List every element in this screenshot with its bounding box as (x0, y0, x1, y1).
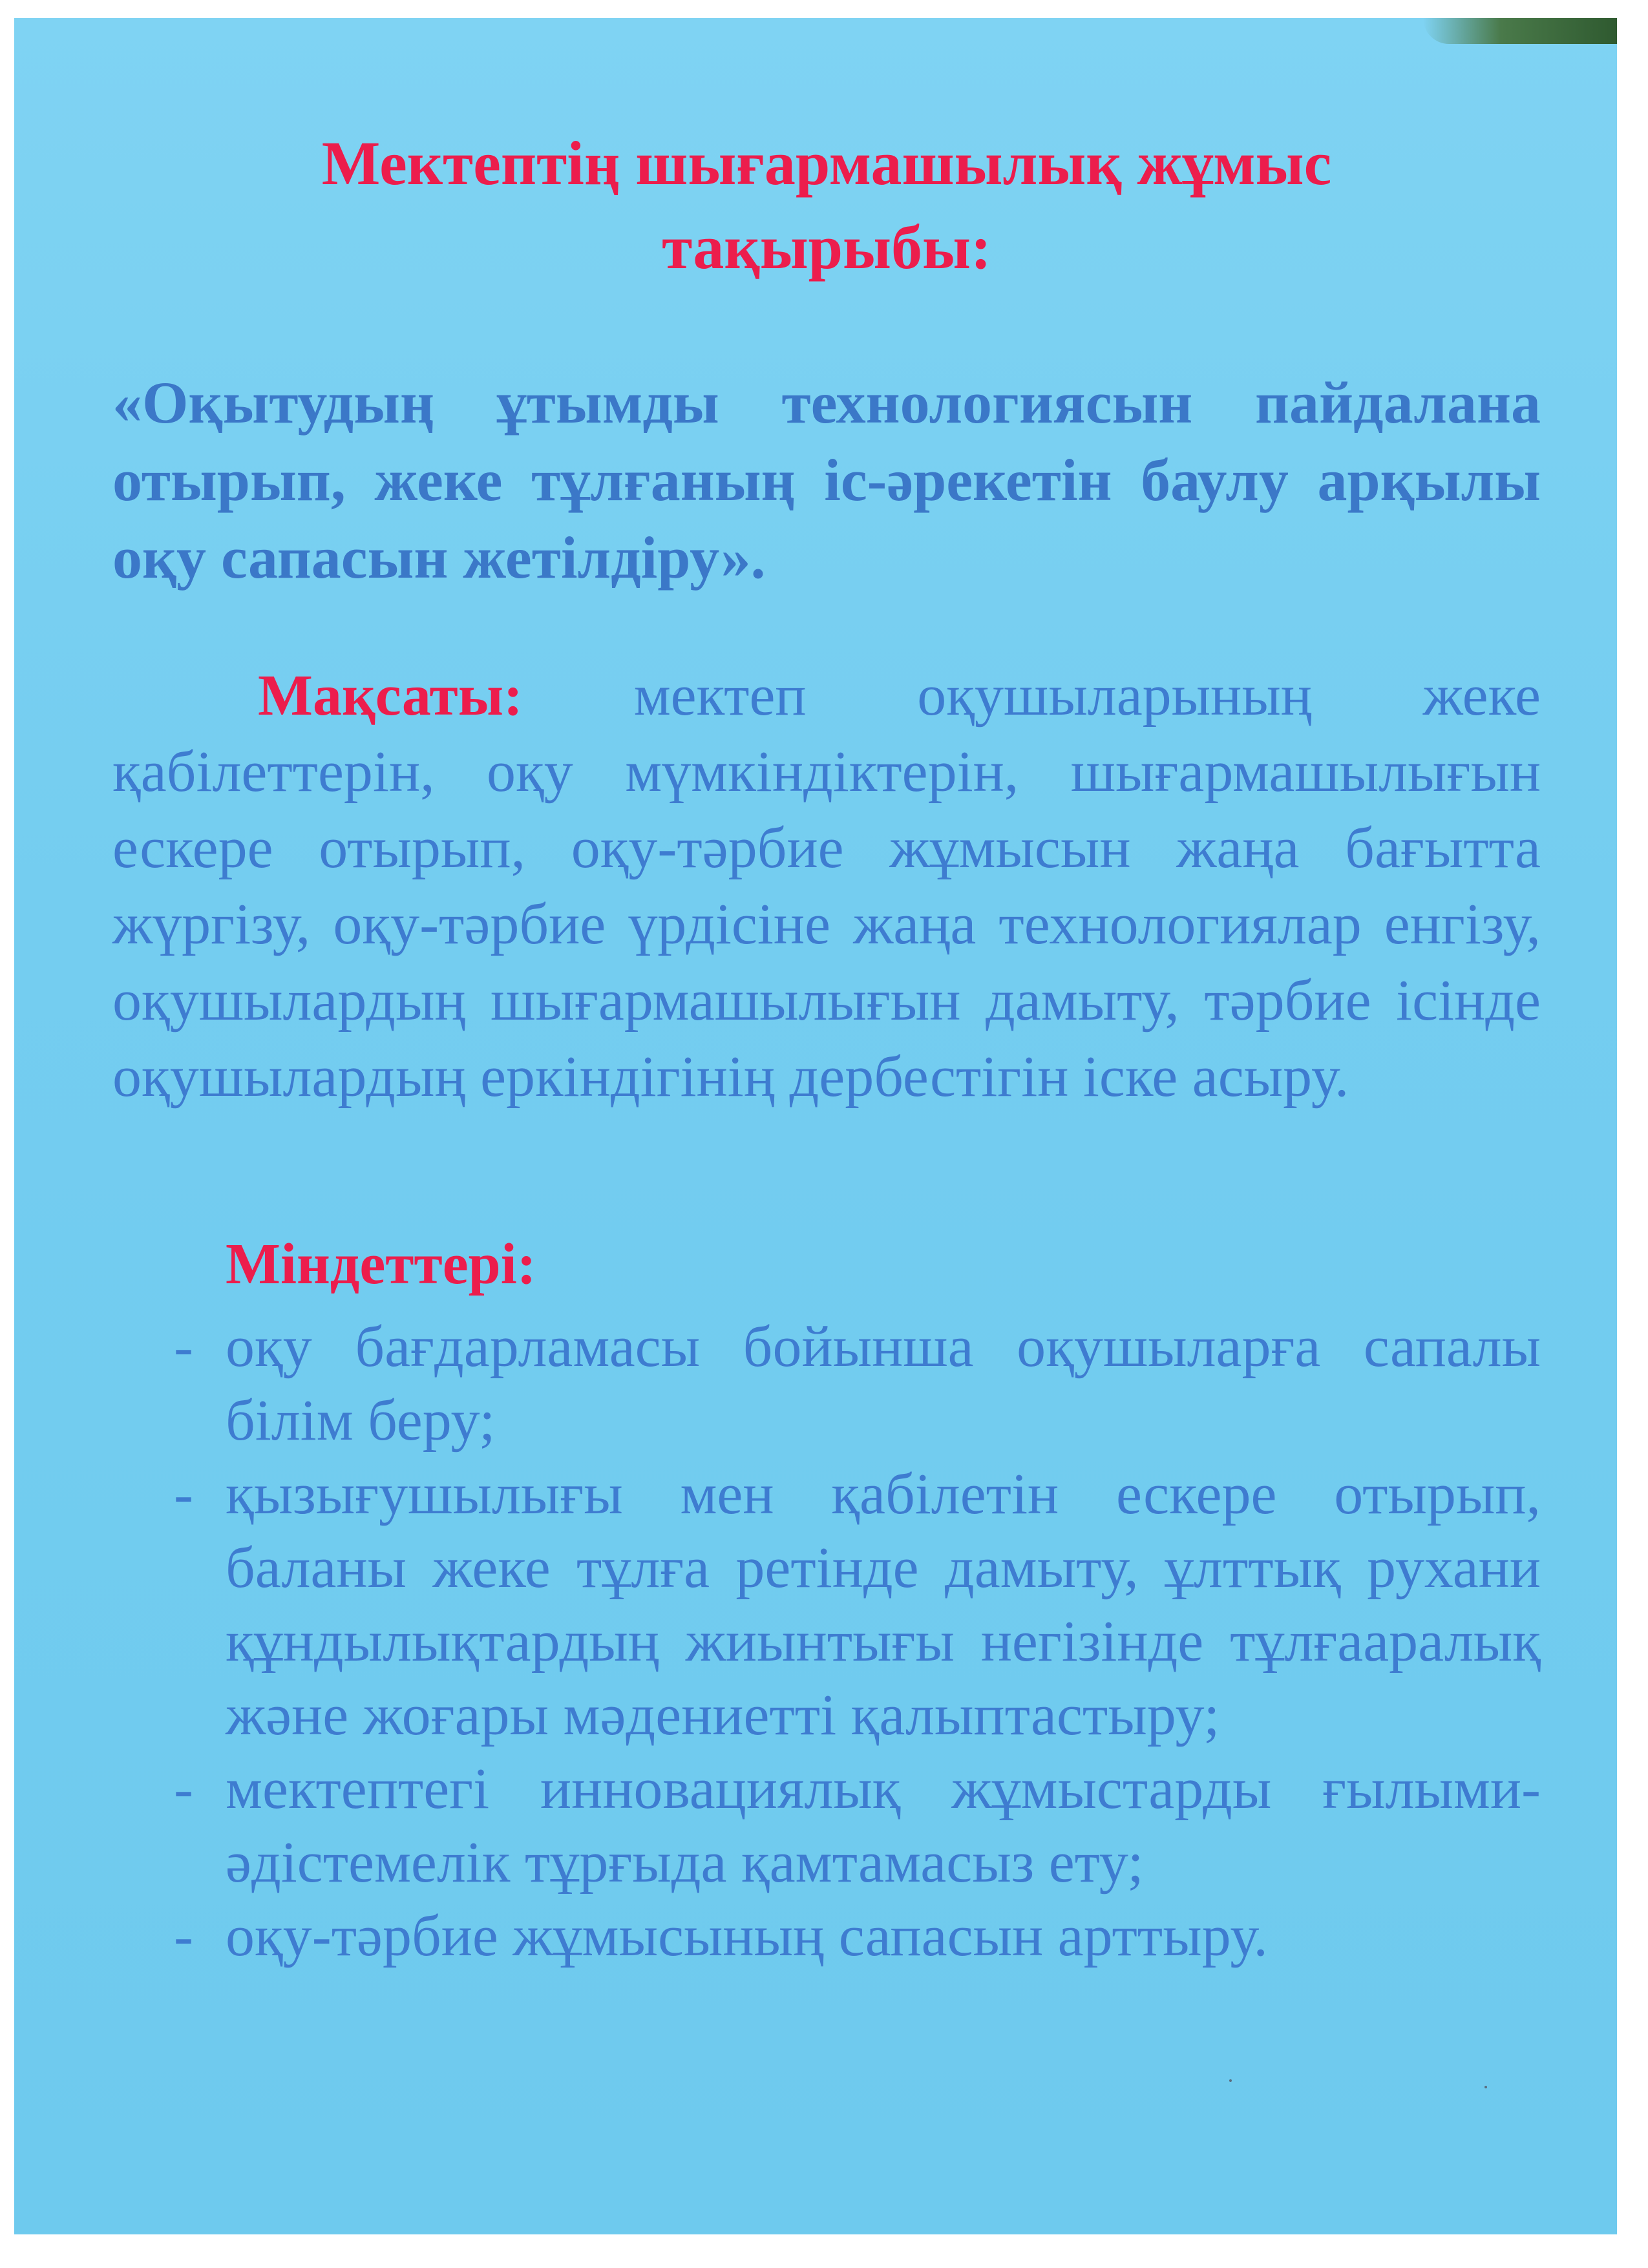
bullet-dash: - (174, 1904, 193, 1968)
title-line-2: тақырыбы: (662, 213, 991, 282)
corner-decoration (1423, 18, 1617, 44)
tasks-list (112, 1310, 1541, 1973)
bullet-dash: - (174, 1315, 193, 1379)
task-item (112, 1752, 1541, 1900)
title-line-1: Мектептің шығармашылық жұмыс (321, 129, 1332, 198)
goal-text: мектеп оқушыларының жеке қабілеттерін, оқу мүмкіндіктерін, шығармашылығын ескере отырып, оқу-тәрбие жұмысын жаңа бағытта жүргізу, оқу-тәрбие үрдісіне жаңа технологиялар енгізу, оқушылардың шығармашылығын дамыту, тәрбие ісінде оқушылардың еркіндігінің дербестігін іске асыру. (112, 664, 1541, 1109)
task-item (112, 1458, 1541, 1752)
page-title (112, 121, 1541, 289)
task-text: оқу-тәрбие жұмысының сапасын арттыру. (226, 1904, 1268, 1968)
tasks-heading: Міндеттері: (226, 1232, 536, 1296)
goal-label: Мақсаты: (258, 664, 523, 728)
task-item (112, 1310, 1541, 1458)
theme-statement: «Оқытудың ұтымды технологиясын пайдалана отырып, жеке тұлғаның іс-әрекетін баулу арқылы оқу сапасын жетілдіру». (112, 370, 1541, 591)
task-text: қызығушылығы мен қабілетін ескере отырып, баланы жеке тұлға ретінде дамыту, ұлттық рухани құндылықтардың жиынтығы негізінде тұлғааралық және жоғары мәдениетті қалыптастыру; (226, 1462, 1541, 1747)
scan-speck (1484, 2086, 1487, 2088)
task-text: мектептегі инновациялық жұмыстарды ғылыми-әдістемелік тұрғыда қамтамасыз ету; (226, 1757, 1541, 1895)
goal-paragraph (112, 658, 1541, 1115)
scan-speck (1229, 2079, 1232, 2082)
task-text: оқу бағдарламасы бойынша оқушыларға сапалы білім беру; (226, 1315, 1541, 1453)
task-item (112, 1900, 1541, 1973)
poster-sheet (14, 18, 1617, 2234)
bullet-dash: - (174, 1757, 193, 1821)
bullet-dash: - (174, 1462, 193, 1526)
